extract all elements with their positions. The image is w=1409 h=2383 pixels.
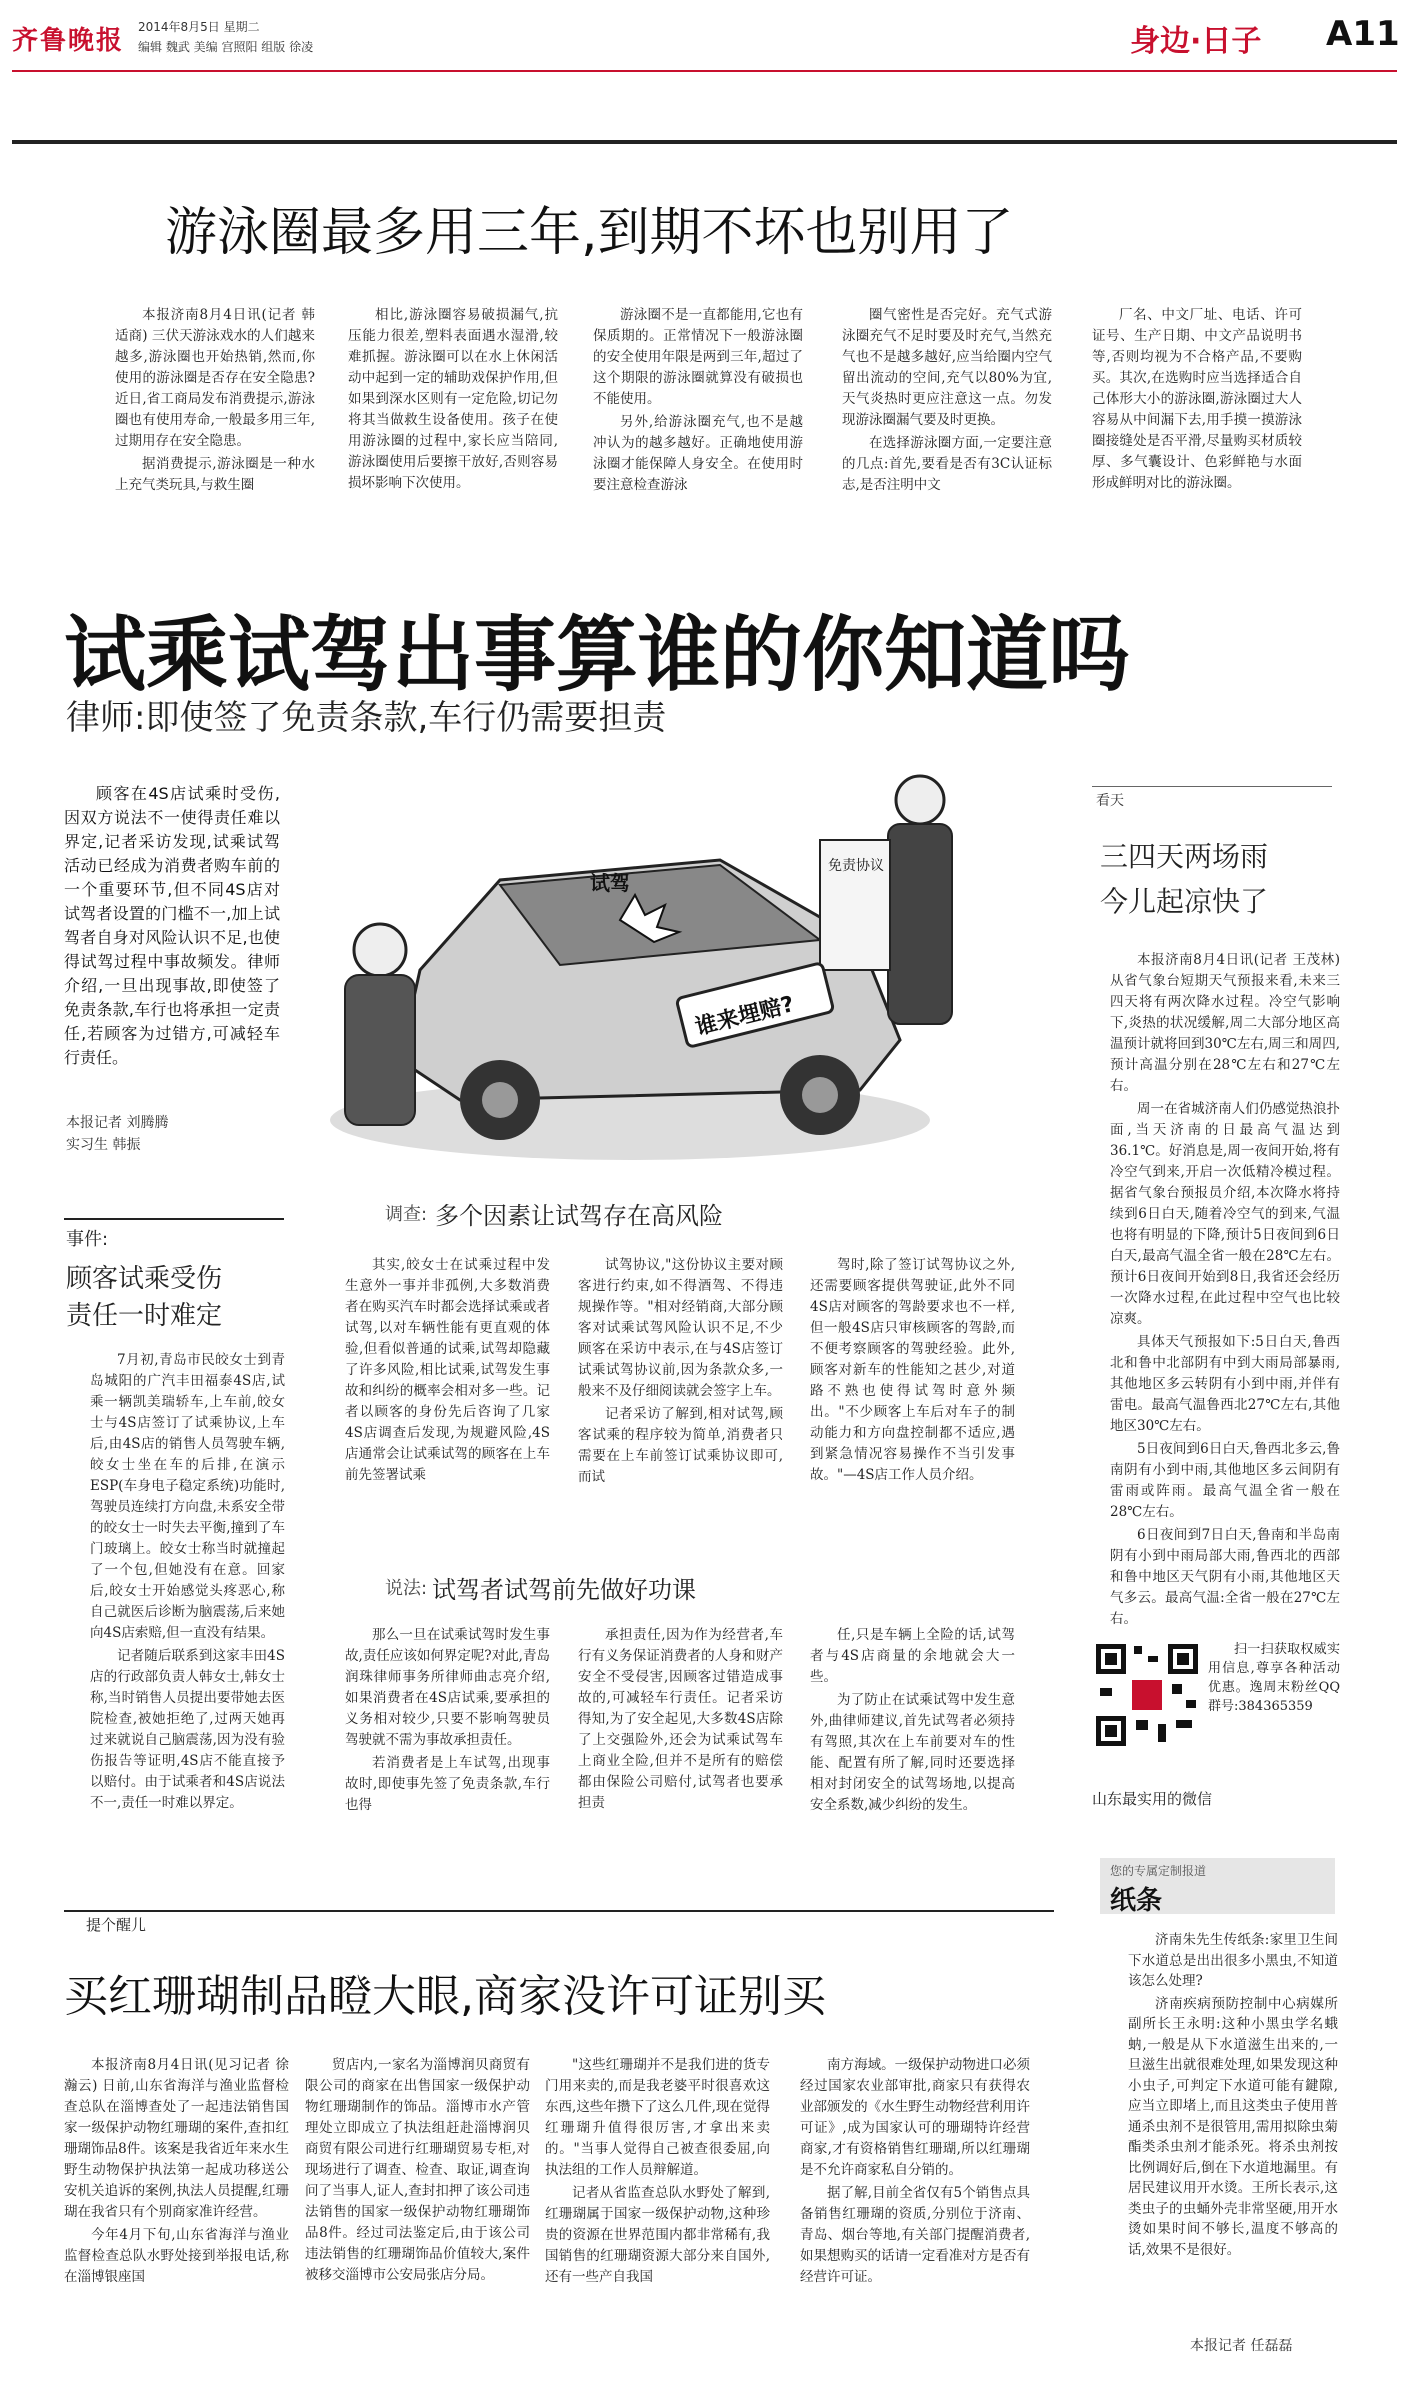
event-text: 7月初,青岛市民皎女士到青岛城阳的广汽丰田福泰4S店,试乘一辆凯美瑞轿车,上车前,皎女士与4S店签订了试乘协议,上车后,由4S店的销售人员驾驶车辆,皎女士坐在车的后排,在演示ESP(车身电子稳定系统)功能时,驾驶员连续打方向盘,未系安全带的皎女士一时失去平衡,撞到了车门玻璃上。皎女士称当时就撞起了一个包,但她没有在意。回家后,皎女士开始感觉头疼恶心,称自己就医后诊断为脑震荡,后来她向4S店索赔,但一直没有结果。 记者随后联系到这家丰田4S店的行政部负责人韩女士,韩女士称,当时销售人员提出要带她去医院检查,被她拒绝了,过两天她再过来就说自己脑震荡,因为没有验伤报告等证明,4S店不能直接予以赔付。由于试乘者和4S店说法不一,责任一时难以界定。 [90,1352,285,1811]
masthead-rule [12,70,1397,72]
illus-car-label: 试驾 [590,871,630,895]
weather-tag: 看天 [1096,793,1124,809]
editors-line: 编辑 魏武 美编 宫照阳 组版 徐凌 [138,40,314,54]
masthead-logo: 齐鲁晚报 [12,26,125,56]
survey-head: 多个因素让试驾存在高风险 [435,1202,723,1230]
coral-col-3: "这些红珊瑚并不是我们进的货专门用来卖的,而是我老婆平时很喜欢这东西,这些年攒下了这么几件,现在觉得红珊瑚升值得很厉害,才拿出来卖的。"当事人觉得自己被查很委屈,向执法组的工作人员辩解道。 记者从省监查总队水野处了解到,红珊瑚属于国家一级保护动物,这种珍贵的资源在世界范围内都非常稀有,我国销售的红珊瑚资源大部分来自国外,还有一些产自我国 [545,2057,770,2285]
drive-byline-2: 实习生 韩振 [66,1137,141,1153]
event-label: 事件: [66,1229,109,1250]
say-col-1: 那么一旦在试乘试驾时发生事故,责任应该如何界定呢?对此,青岛润珠律师事务所律师曲志亮介绍,如果消费者在4S店试乘,要承担的义务相对较少,只要不影响驾驶员驾驶就不需为事故承担责任。 若消费者是上车试驾,出现事故时,即使事先签了免责条款,车行也得 [345,1627,550,1813]
note-title: 纸条 [1110,1886,1163,1916]
say-head: 试驾者试驾前先做好功课 [432,1576,696,1604]
survey-label: 调查: [385,1204,428,1225]
section-rule [12,140,1397,144]
say-col-2: 承担责任,因为作为经营者,车行有义务保证消费者的人身和财产安全不受侵害,因顾客过错造成事故的,可减轻车行责任。记者采访得知,为了安全起见,大多数4S店除了上交强险外,还会为试乘试驾车上商业全险,但并不是所有的赔偿都由保险公司赔付,试驾者也要承担责 [578,1627,783,1811]
weather-head-2: 今儿起凉快了 [1100,885,1269,918]
weather-head-1: 三四天两场雨 [1100,840,1269,873]
drive-subtitle: 律师:即使签了免责条款,车行仍需要担责 [66,698,667,738]
note-byline: 本报记者 任磊磊 [1190,2338,1293,2354]
coral-tag: 提个醒儿 [80,1914,152,1935]
swim-col-3: 游泳圈不是一直都能用,它也有保质期的。正常情况下一般游泳圈的安全使用年限是两到三年,超过了这个期限的游泳圈就算没有破损也不能使用。 另外,给游泳圈充气,也不是越冲认为的越多越好。正确地使用游泳圈才能保障人身安全。在使用时要注意检查游泳 [593,307,803,493]
drive-byline-1: 本报记者 刘腾腾 [66,1115,169,1131]
car-accident-illustration [300,740,1000,1180]
survey-col-2: 试驾协议,"这份协议主要对顾客进行约束,如不得酒驾、不得违规操作等。"相对经销商,大部分顾客对试乘试驾风险认识不足,不少顾客在采访中表示,在与4S店签订试乘试驾协议前,因为条款众多,一般来不及仔细阅读就会签字上车。 记者采访了解到,相对试驾,顾客试乘的程序较为简单,消费者只需要在上车前签订试乘协议即可,而试 [578,1257,783,1485]
note-text: 济南朱先生传纸条:家里卫生间下水道总是出出很多小黑虫,不知道该怎么处理? 济南疾病预防控制中心病媒所副所长王永明:这种小黑虫学名蛾蚋,一般是从下水道滋生出来的,一旦滋生出就很难处理,如果发现这种小虫子,可判定下水道可能有鍵隙,应当立即堵上,而且这类虫子使用普通杀虫剂不是很管用,需用拟除虫菊酯类杀虫剂才能杀死。将杀虫剂按比例调好后,倒在下水道地漏里。有居民建议用开水烫。王所长表示,这类虫子的虫蛹外壳非常坚硬,用开水烫如果时间不够长,温度不够高的话,效果不是很好。 [1128,1932,1338,2258]
drive-headline: 试乘试驾出事算谁的你知道吗 [64,608,1131,703]
qr-caption: 山东最实用的微信 [1092,1790,1213,1808]
qr-code-icon [1092,1640,1202,1750]
event-rule [64,1218,284,1220]
swim-col-2: 相比,游泳圈容易破损漏气,抗压能力很差,塑料表面遇水湿滑,较难抓握。游泳圈可以在水上休闲活动中起到一定的辅助戏保护作用,但如果到深水区则有一定危险,切记勿将其当做救生设备使用。孩子在使用游泳圈的过程中,家长应当陪同,游泳圈使用后要擦干放好,否则容易损坏影响下次使用。 [348,307,558,491]
coral-top-rule [64,1910,1054,1912]
coral-col-4: 南方海域。一级保护动物进口必须经过国家农业部审批,商家只有获得农业部颁发的《水生野生动物经营利用许可证》,成为国家认可的珊瑚特许经营商家,才有资格销售红珊瑚,所以红珊瑚是不允许商家私自分销的。 据了解,目前全省仅有5个销售点具备销售红珊瑚的资质,分别位于济南、青岛、烟台等地,有关部门提醒消费者,如果想购买的话请一定看准对方是否有经营许可证。 [800,2057,1030,2285]
coral-col-1: 本报济南8月4日讯(见习记者 徐瀚云) 日前,山东省海洋与渔业监督检查总队在淄博查处了一起违法销售国家一级保护动物红珊瑚的案件,查扣红珊瑚饰品8件。该案是我省近年来水生野生动物保护执法第一起成功移送公安机关追诉的案例,执法人员提醒,红珊瑚在我省只有个别商家准许经营。 今年4月下旬,山东省海洋与渔业监督检查总队水野处接到举报电话,称在淄博银座国 [64,2057,289,2285]
illus-doc-label: 免责协议 [828,858,884,874]
weather-top-rule [1092,786,1332,787]
swim-col-1: 本报济南8月4日讯(记者 韩适商) 三伏天游泳戏水的人们越来越多,游泳圈也开始热销,然而,你使用的游泳圈是否存在安全隐患?近日,省工商局发布消费提示,游泳圈也有使用寿命,一般最多用三年,过期用存在安全隐患。 据消费提示,游泳圈是一种水上充气类玩具,与救生圈 [115,307,315,493]
weather-text: 本报济南8月4日讯(记者 王茂林) 从省气象台短期天气预报来看,未来三四天将有两次降水过程。冷空气影响下,炎热的状况缓解,周二大部分地区高温预计就将回到30℃左右,周三和周四,预计高温分别在28℃左右和27℃左右。 周一在省城济南人们仍感觉热浪扑面,当天济南的日最高气温达到36.1℃。好消息是,周一夜间开始,将有冷空气到来,开启一次低精冷模过程。据省气象台预报员介绍,本次降水将持续到6日白天,随着冷空气的到来,气温也将有明显的下降,预计5日夜间到6日白天,最高气温全省一般在28℃左右。预计6日夜间开始到8日,我省还会经历一次降水过程,在此过程中空气也比较凉爽。 具体天气预报如下:5日白天,鲁西北和鲁中北部阴有中到大雨局部暴雨,其他地区多云转阴有小到中雨,并伴有雷电。最高气温鲁西北27℃左右,其他地区30℃左右。 5日夜间到6日白天,鲁西北多云,鲁南阴有小到中雨,其他地区多云间阴有雷雨或阵雨。最高气温全省一般在28℃左右。 6日夜间到7日白天,鲁南和半岛南阴有小到中雨局部大雨,鲁西北的西部和鲁中地区天气阴有小雨,其他地区天气多云。最高气温:全省一般在27℃左右。 [1110,952,1340,1627]
swim-col-4: 圈气密性是否完好。充气式游泳圈充气不足时要及时充气,当然充气也不是越多越好,应当给圈内空气留出流动的空间,充气以80%为宜,天气炎热时更应注意这一点。勿发现游泳圈漏气要及时更换。 在选择游泳圈方面,一定要注意的几点:首先,要看是否有3C认证标志,是否注明中文 [842,307,1052,493]
coral-headline: 买红珊瑚制品瞪大眼,商家没许可证别买 [64,1971,826,2022]
swim-headline: 游泳圈最多用三年,到期不坏也别用了 [165,203,1014,263]
coral-col-2: 贸店内,一家名为淄博润贝商贸有限公司的商家在出售国家一级保护动物红珊瑚制作的饰品。淄博市水产管理处立即成立了执法组赶赴淄博润贝商贸有限公司进行红珊瑚贸易专柜,对现场进行了调查、检查、取证,调查询问了当事人,证人,查封扣押了该公司违法销售的国家一级保护动物红珊瑚饰品8件。经过司法鉴定后,由于该公司违法销售的红珊瑚饰品价值较大,案件被移交淄博市公安局张店分局。 [305,2057,530,2283]
say-label: 说法: [385,1578,428,1599]
say-col-3: 任,只是车辆上全险的话,试驾者与4S店商量的余地就会大一些。 为了防止在试乘试驾中发生意外,曲律师建议,首先试驾者必须持有驾照,其次在上车前要对车的性能、配置有所了解,同时还要选择相对封闭安全的试驾场地,以提高安全系数,减少纠纷的发生。 [810,1627,1015,1813]
swim-col-5: 厂名、中文厂址、电话、许可证号、生产日期、中文产品说明书等,否则均视为不合格产品,不要购买。其次,在选购时应当选择适合自己体形大小的游泳圈,游泳圈过大人容易从中间漏下去,用手摸一摸游泳圈接缝处是否平滑,尽量购买材质较厚、多气囊设计、色彩鲜艳与水面形成鲜明对比的游泳圈。 [1092,307,1302,491]
drive-intro: 顾客在4S店试乘时受伤,因双方说法不一使得责任难以界定,记者采访发现,试乘试驾活动已经成为消费者购车前的一个重要环节,但不同4S店对试驾者设置的门槛不一,加上试驾者自身对风险认识不足,也使得试驾过程中事故频发。律师介绍,一旦出现事故,即使签了免责条款,车行也将承担一定责任,若顾客为过错方,可减轻车行责任。 [64,784,280,1067]
survey-col-1: 其实,皎女士在试乘过程中发生意外一事并非孤例,大多数消费者在购买汽车时都会选择试乘或者试驾,以对车辆性能有更直观的体验,但看似普通的试乘,试驾却隐藏了许多风险,相比试乘,试驾发生事故和纠纷的概率会相对多一些。记者以顾客的身份先后咨询了几家4S店调查后发现,为规避风险,4S店通常会让试乘试驾的顾客在上车前先签署试乘 [345,1257,550,1483]
qr-text: 扫一扫获取权威实用信息,尊享各种活动优惠。逸周末粉丝QQ群号:384365359 [1208,1642,1340,1714]
event-head-1: 顾客试乘受伤 [66,1264,223,1294]
date-line: 2014年8月5日 星期二 [138,20,260,34]
event-head-2: 责任一时难定 [66,1301,223,1331]
survey-col-3: 驾时,除了签订试驾协议之外,还需要顾客提供驾驶证,此外不同4S店对顾客的驾龄要求也不一样,但一般4S店只审核顾客的驾龄,而不便考察顾客的驾驶经验。此外,顾客对新车的性能知之甚少,对道路不熟也使得试驾时意外频出。"不少顾客上车后对车子的制动能力和方向盘控制都不适应,遇到紧急情况容易操作不当引发事故。"—4S店工作人员介绍。 [810,1257,1015,1483]
page-number: A11 [1326,14,1400,54]
illus-sign-label: 谁来埋赔? [692,991,797,1041]
note-banner-text: 您的专属定制报道 [1110,1864,1207,1878]
section-name: 身边·日子 [1130,24,1262,59]
